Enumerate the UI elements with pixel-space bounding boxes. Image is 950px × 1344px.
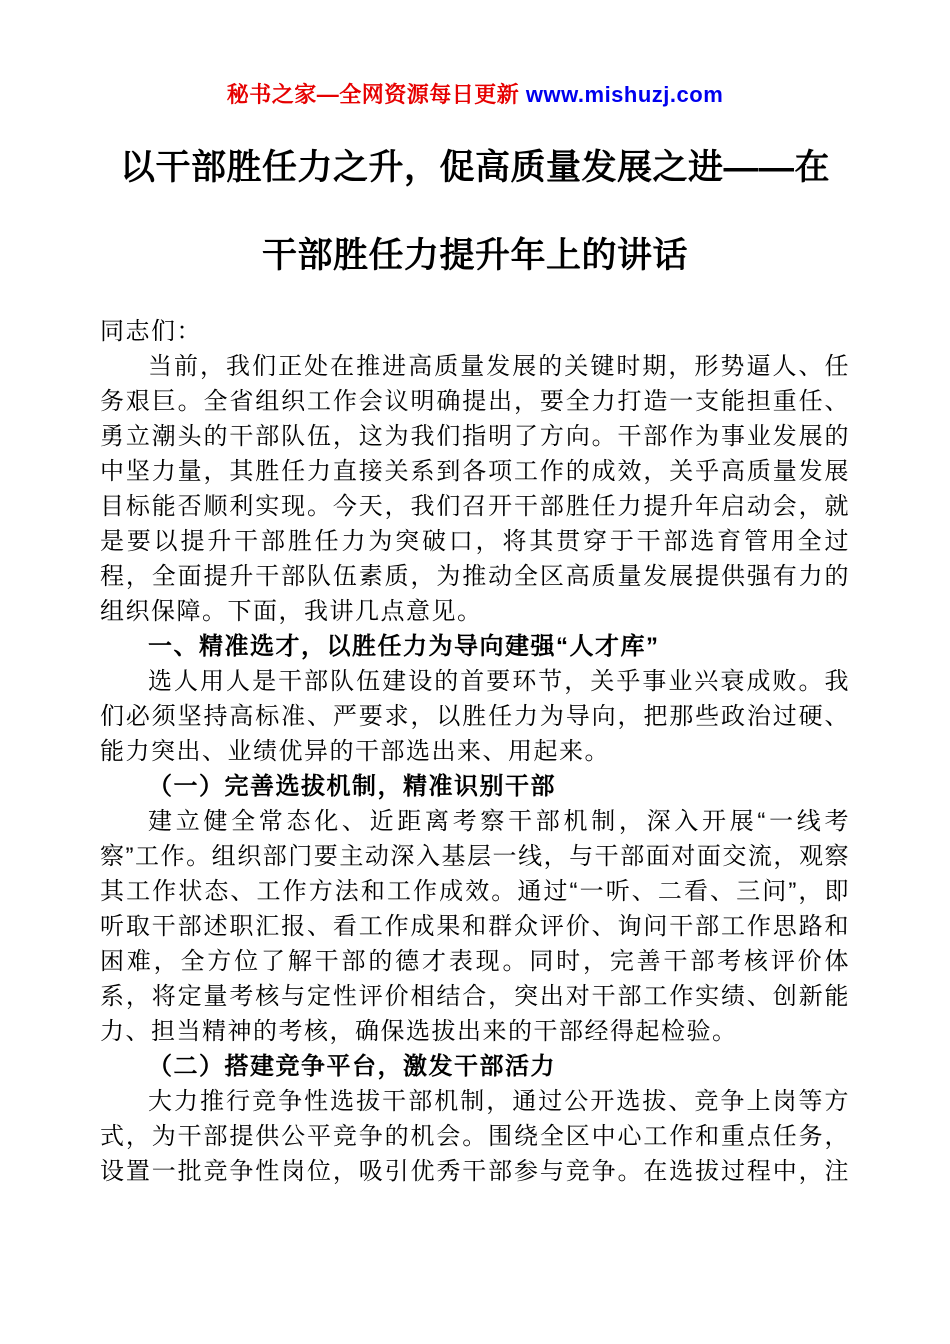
section-heading: （一）完善选拔机制，精准识别干部 <box>148 773 556 800</box>
body-paragraph: 同志们： <box>100 318 202 345</box>
site-tagline: —全网资源每日更新 <box>316 82 526 107</box>
body-paragraph: 选人用人是干部队伍建设的首要环节，关乎事业兴衰成败。我们必须坚持高标准、严要求，以胜任力为导向，把那些政治过硬、能力突出、业绩优异的干部选出来、用起来。 <box>100 668 850 765</box>
document-title-line-1: 以干部胜任力之升，促高质量发展之进——在 <box>119 148 830 187</box>
body-paragraph: 大力推行竞争性选拔干部机制，通过公开选拔、竞争上岗等方式，为干部提供公平竞争的机会。围绕全区中心工作和重点任务，设置一批竞争性岗位，吸引优秀干部参与竞争。在选拔过程中，注 <box>100 1088 850 1185</box>
site-name: 秘书之家 <box>226 82 317 107</box>
document-title-line-2: 干部胜任力提升年上的讲话 <box>261 236 688 275</box>
section-heading: 一、精准选才，以胜任力为导向建强“人才库” <box>148 633 660 660</box>
section-heading: （二）搭建竞争平台，激发干部活力 <box>148 1053 556 1080</box>
site-header <box>100 80 850 110</box>
body-paragraph: 建立健全常态化、近距离考察干部机制，深入开展“一线考察”工作。组织部门要主动深入基层一线，与干部面对面交流，观察其工作状态、工作方法和工作成效。通过“一听、二看、三问”，即听取干部述职汇报、看工作成果和群众评价、询问干部工作思路和困难，全方位了解干部的德才表现。同时，完善干部考核评价体系，将定量考核与定性评价相结合，突出对干部工作实绩、创新能力、担当精神的考核，确保选拔出来的干部经得起检验。 <box>100 808 850 1045</box>
body-paragraph: 当前，我们正处在推进高质量发展的关键时期，形势逼人、任务艰巨。全省组织工作会议明确提出，要全力打造一支能担重任、勇立潮头的干部队伍，这为我们指明了方向。干部作为事业发展的中坚力量，其胜任力直接关系到各项工作的成效，关乎高质量发展目标能否顺利实现。今天，我们召开干部胜任力提升年启动会，就是要以提升干部胜任力为突破口，将其贯穿于干部选育管用全过程，全面提升干部队伍素质，为推动全区高质量发展提供强有力的组织保障。下面，我讲几点意见。 <box>100 353 850 625</box>
site-url-link[interactable]: www.mishuzj.com <box>525 82 724 107</box>
document-body <box>100 314 850 1189</box>
document-title <box>100 124 850 300</box>
